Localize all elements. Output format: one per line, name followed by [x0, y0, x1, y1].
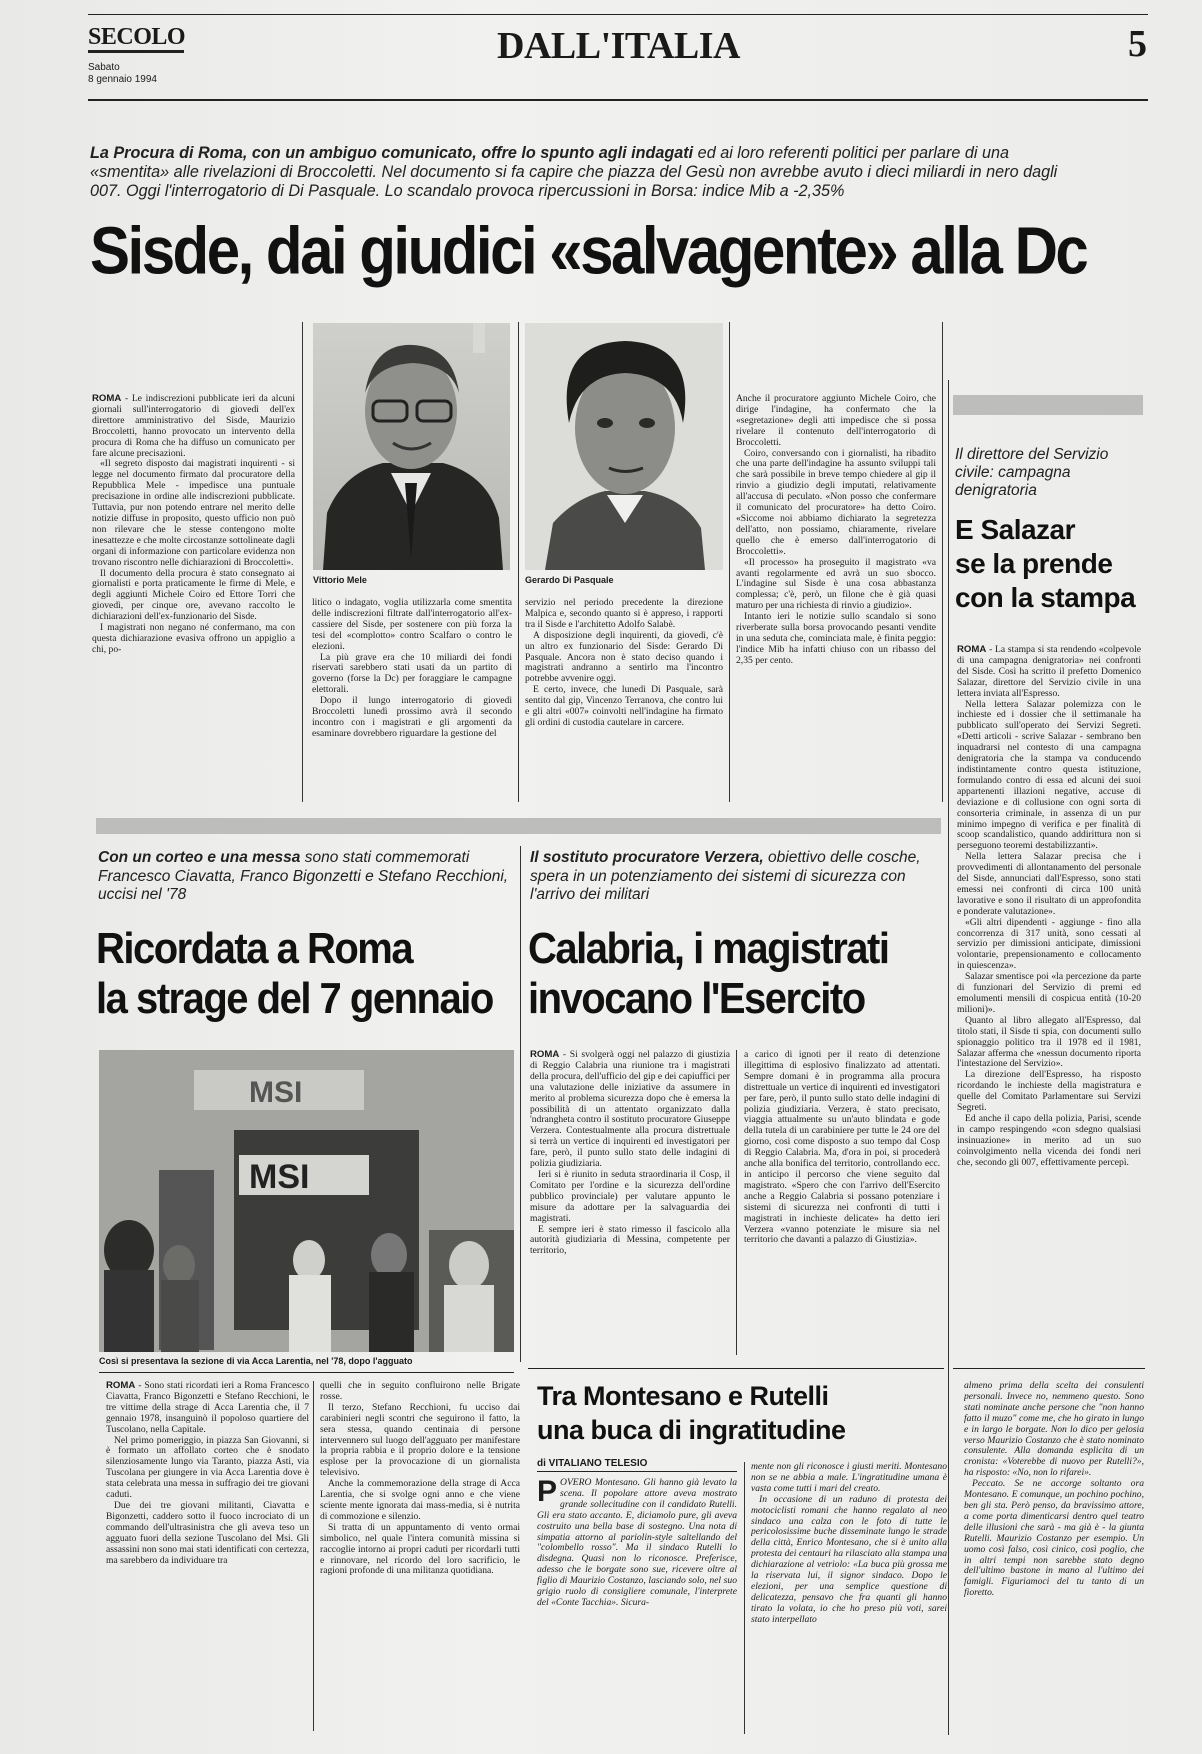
top-rule [88, 14, 1148, 15]
dateline: ROMA [957, 645, 987, 655]
column-rule [520, 846, 521, 1362]
paragraph: Anche la commemorazione della strage di Acca Larentia, che si svolge ogni anno e che viene sciente mente ignorata dai mass-media, si è nutrita di commozione e silenzio. [320, 1478, 520, 1522]
salazar-column [957, 645, 1141, 1350]
paragraph: litico o indagato, voglia utilizzarla come smentita delle indiscrezioni filtrate dall'interrogatorio all'ex-cassiere del Sisde, per sostenere con più forza la tesi del «complotto» contro Scalfaro o contro le elezioni. [312, 598, 512, 652]
section-gray-bar [96, 818, 941, 834]
photo-sign-upper: MSI [249, 1076, 303, 1109]
paragraph: Ed anche il capo della polizia, Parisi, scende in campo respingendo «con sdegno qualsiasi insinuazione» in merito ad un suo coinvolgimento nella vicenda dei fondi neri che, secondo gli 007, effettivamente percepì. [957, 1112, 1141, 1168]
paragraph: «Il processo» ha proseguito il magistrato «va avanti regolarmente ed avrà un suo sbocco. L'indagine sul Sisde è una cosa abbastanza complessa; c'è, però, un filone che è già quasi maturo per una richiesta di rinvio a giudizio». [736, 556, 936, 612]
column-rule [518, 322, 519, 802]
salazar-headline-2: se la prende [955, 548, 1113, 579]
paragraph: Coiro, conversando con i giornalisti, ha ribadito che una parte dell'indagine ha assunto sviluppi tali che sarà possibile in breve tempo chiedere al gip il rinvio a giudizio degli imputati, relativamente all'accusa di peculato. «Non posso che confermare il comunicato del procuratore» ha detto Coiro. «Siccome noi abbiamo dichiarato la segretezza dell'atto, non possiamo, chiaramente, rivelare quello che è emerso dall'interrogatorio di Broccoletti». [736, 447, 936, 557]
photo1-caption: Vittorio Mele [313, 575, 367, 585]
paragraph: Dopo il lungo interrogatorio di giovedì Broccoletti lunedì prossimo avrà il secondo incontro con i magistrati e gli argomenti da esaminare dovrebbero riguardare la gestione del [312, 695, 512, 739]
masthead-rule [88, 99, 1148, 101]
byline-rule [537, 1471, 737, 1472]
lead-summary-rest: ed ai loro referenti politici per parlare di una «smentita» alle rivelazioni di Broccoletti. Nel documento si fa capire che piazza del Gesù non avrebbe avuto i dieci miliardi in nero dagli 007. Oggi l'interrogatorio di Di Pasquale. Lo scandalo provoca ripercussioni in Borsa: indice Mib a -2,35% [90, 144, 1058, 200]
column-rule [302, 322, 303, 802]
salazar-headline-3: con la stampa [955, 582, 1136, 613]
lead-column-4 [736, 394, 936, 799]
paragraph: mente non gli riconosce i giusti meriti. Montesano non se ne abbia a male. L'ingratitudine umana è vasta come tutti i mari del creato. [751, 1462, 947, 1494]
paragraph: «Gli altri dipendenti - aggiunge - fino alla concorrenza di 317 unità, sono cessati al servizio per dimissioni anticipate, dimissioni volontarie, prepensionamento e collocamento in quiescenza». [957, 916, 1141, 972]
photo-sign-lower: MSI [249, 1158, 310, 1196]
paragraph: - Sono stati ricordati ieri a Roma Francesco Ciavatta, Franco Bigonzetti e Stefano Recchioni, le tre vittime della strage di Acca Larentia che, il 7 gennaio 1978, insanguinò il popoloso quartiere del Tuscolano, nella Capitale. [106, 1381, 309, 1435]
column-rule [313, 1381, 314, 1731]
calabria-column-1 [530, 1050, 730, 1355]
sidebar-gray-bar [953, 395, 1143, 415]
logo-underline [88, 50, 184, 53]
strage-column-2 [320, 1381, 520, 1731]
paragraph: Quanto al libro allegato all'Espresso, dal titolo stati, il Sisde ti spia, con documenti sullo spionaggio politico tra il 1978 ed il 1981, Salazar afferma che «nessun documento riporta l'intestazione del Servizio». [957, 1014, 1141, 1070]
caption-rule [99, 1372, 514, 1373]
paragraph: Intanto ieri le notizie sullo scandalo si sono riverberate sulla borsa provocando pesanti vendite in una seduta che, cominciata male, è finita peggio: l'indice Mib ha infatti chiuso con un ribasso del 2,35 per cento. [736, 611, 936, 666]
calabria-kicker-bold: Il sostituto procuratore Verzera, [530, 849, 764, 866]
street-scene-image [99, 1050, 514, 1352]
paragraph: Il terzo, Stefano Recchioni, fu ucciso dai carabinieri negli scontri che seguirono il fatto, la sera stessa, quando centinaia di persone intervennero sul luogo dell'agguato per manifestare la propria rabbia e il proprio dolore e la tensione esplose per la provocazione di un giornalista televisivo. [320, 1401, 520, 1479]
calabria-kicker-rest: obiettivo delle cosche, spera in un potenziamento dei sistemi di sicurezza con l'arrivo dei militari [530, 849, 921, 903]
montesano-headline-2: una buca di ingratitudine [537, 1415, 846, 1445]
calabria-headline-2: invocano l'Esercito [528, 975, 865, 1023]
byline: di VITALIANO TELESIO [537, 1458, 648, 1469]
strage-column-1 [106, 1381, 309, 1731]
paragraph: - La stampa si sta rendendo «colpevole di una campagna denigratoria» nei confronti del Sisde. Così ha scritto il prefetto Domenico Salazar, direttore del Servizio civile in una lettera inviata all'Espresso. [957, 645, 1141, 699]
paragraph: Si tratta di un appuntamento di vento ormai simbolico, nel quale l'intera comunità missina si raccoglie intorno ai propri caduti per ricordarli tutti e rinnovare, nel ricordo del loro sacrificio, le ragioni profonde di una militanza quotidiana. [320, 1521, 520, 1577]
dateline: ROMA [106, 1381, 136, 1391]
paragraph: La direzione dell'Espresso, ha risposto ricordando le inchieste della magistratura e quelle del Comitato Parlamentare sui Servizi Segreti. [957, 1069, 1141, 1114]
paragraph: servizio nel periodo precedente la direzione Malpica e, secondo quanto si è appreso, i rapporti tra il Sisde e l'architetto Adolfo Salabè. [525, 598, 723, 630]
newspaper-logo: SECOLO [88, 24, 186, 50]
strage-headline-1: Ricordata a Roma [96, 925, 413, 973]
paragraph: - Si svolgerà oggi nel palazzo di giustizia di Reggio Calabria una riunione tra i magistrati della procura, dell'ufficio del gip e dei capiuffici per una valutazione delle iniziative da assumere in merito al problema sicurezza dopo che è emersa la possibilità di un attentato organizzato dalla 'ndrangheta contro il sostituto procuratore Giuseppe Verzera. Contestualmente alla procura distrettuale si terrà un vertice di inquirenti ed investigatori per fare, però, il punto sullo stato delle indagini di polizia giudiziaria. [530, 1050, 730, 1170]
paragraph: La più grave era che 10 miliardi dei fondi riservati sarebbero stati usati da un partito di governo (forse la Dc) per foraggiare le campagne elettorali. [312, 651, 512, 696]
section-rule [953, 1368, 1145, 1369]
lead-column-2 [312, 598, 512, 800]
section-rule [528, 1368, 944, 1369]
column-rule [942, 322, 943, 802]
photo-gerardo-di-pasquale [525, 323, 723, 570]
strage-kicker-bold: Con un corteo e una messa [98, 849, 301, 866]
paragraph: «Il segreto disposto dai magistrati inquirenti - si legge nel documento firmato dal procuratore della Repubblica Mele - impedisce una puntuale precisazione in ordine alle indiscrezioni pubblicate. Tuttavia, pur non potendo entrare nel merito delle notizie diffuse in proposito, questo ufficio non può non rilevare che le stesse contengono molte inesattezze e che molte circostanze sottolineate dagli organi di informazione con particolare evidenza non trovano riscontro nelle dichiarazioni di Broccoletti». [92, 458, 295, 568]
portrait-image [313, 323, 510, 570]
column-rule [729, 322, 730, 802]
paragraph: Salazar smentisce poi «la percezione da parte di funzionari del Servizio di premi ed emolumenti mensili di cospicua entità (10-20 milioni)». [957, 971, 1141, 1015]
montesano-column-2 [751, 1462, 947, 1734]
strage-kicker [98, 849, 510, 905]
paragraph: Nella lettera Salazar precisa che i provvedimenti di allontanamento del personale del Sisde, annunciati dall'Espresso, sono stati emessi nei confronti di circa 100 unità lavorative e sono il risultato di un approfondita e ponderate valutazione». [957, 851, 1141, 917]
paragraph: almeno prima della scelta dei consulenti personali. Invece no, nemmeno questo. Sono stati nominate anche persone che "non hanno fatto il muzo" come me, che ho girato in lungo e in largo le borgate. Non lo dico per gelosia verso Maurizio Costanzo che è stato nominato consulente. Alla domanda esplicita di un cronista: «Voterebbe di nuovo per Rutelli?», ha risposto: «No, non lo rifarei». [964, 1381, 1144, 1479]
paragraph: - Le indiscrezioni pubblicate ieri da alcuni giornali sull'interrogatorio di giovedì dell'ex direttore amministrativo del Sisde, Maurizio Broccoletti, hanno provocato un intervento della procura di Roma che ha diffuso un comunicato per fare alcune precisazioni. [92, 394, 295, 459]
strage-photo-caption: Così si presentava la sezione di via Acca Larentia, nel '78, dopo l'agguato [99, 1356, 413, 1366]
photo2-caption: Gerardo Di Pasquale [525, 575, 614, 585]
montesano-column-3 [964, 1381, 1144, 1734]
portrait-image [525, 323, 723, 570]
paragraph: Anche il procuratore aggiunto Michele Coiro, che dirige l'indagine, ha confermato che la «segretazione» degli atti impedisce che si possa rivelare il contenuto dell'interrogatorio di Broccoletti. [736, 394, 936, 448]
lead-column-1 [92, 394, 295, 799]
paragraph: Due dei tre giovani militanti, Ciavatta e Bigonzetti, caddero sotto il fuoco incrociato di un commando dell'ultrasinistra che gli aveva teso un agguato fuori della sezione Tuscolano del Msi. Gli assassini non sono mai stati identificati con certezza, ma sarebbero da individuare tra [106, 1499, 309, 1566]
lead-column-3 [525, 598, 723, 800]
strage-kicker-rest: sono stati commemorati Francesco Ciavatta, Franco Bigonzetti e Stefano Recchioni, uccisi nel '78 [98, 849, 509, 903]
photo-acca-larentia [99, 1050, 514, 1352]
salazar-headline-1: E Salazar [955, 514, 1076, 545]
paragraph: Nel primo pomeriggio, in piazza San Giovanni, si è formato un affollato corteo che è snodato silenziosamente lungo via Taranto, piazza Asti, via Tuscolana per giungere in via Acca Larentia dove è stata celebrata una messa in suffragio dei tre giovani caduti. [106, 1434, 309, 1501]
section-title: DALL'ITALIA [497, 25, 740, 67]
dropcap: P [537, 1478, 558, 1508]
montesano-column-1 [537, 1478, 737, 1733]
paragraph: I magistrati non negano né confermano, ma con questa dichiarazione evasiva offrono un appiglio a chi, po- [92, 622, 295, 655]
paragraph: Peccato. Se ne accorge soltanto ora Montesano. E comunque, un pochino pochino, ben gli sta. Però penso, da bravissimo attore, a come porta dimenticarsi dentro quel teatro delle illusioni che sarà - ma già è - la giunta Rutelli. Maurizio Costanzo per esempio. Un uomo così falso, così cinico, così poglio, che in altri tempi non sarebbe stato degno dell'ultimo bastone in mano al l'ultimo dei famigli. Figuriamoci del tu tanto di un fioretto. [964, 1478, 1144, 1599]
paragraph: E sempre ieri è stato rimesso il fascicolo alla autorità giudiziaria di Messina, competente per territorio, [530, 1223, 730, 1257]
paragraph: Il documento della procura è stato consegnato ai giornalisti e porta praticamente le firme di Mele, e degli aggiunti Michele Coiro ed Ettore Torri che giovedì, per cinque ore, avevano raccolto le dichiarazioni dell'ex-funzionario del Sisde. [92, 567, 295, 623]
lead-headline: Sisde, dai giudici «salvagente» alla Dc [90, 213, 1087, 289]
dateline: ROMA [92, 394, 122, 404]
calabria-kicker [530, 849, 940, 905]
page-number: 5 [1128, 23, 1147, 65]
lead-summary [90, 144, 1075, 201]
lead-summary-bold: La Procura di Roma, con un ambiguo comunicato, offre lo spunto agli indagati [90, 144, 694, 162]
paragraph: quelli che in seguito confluirono nelle Brigate rosse. [320, 1381, 520, 1402]
calabria-headline-1: Calabria, i magistrati [528, 925, 889, 973]
column-rule [744, 1462, 745, 1734]
column-rule [736, 1050, 737, 1355]
issue-day: Sabato [88, 62, 120, 73]
photo-vittorio-mele [313, 323, 510, 570]
strage-headline-2: la strage del 7 gennaio [96, 975, 493, 1023]
paragraph: A disposizione degli inquirenti, da giovedì, c'è un altro ex funzionario del Sisde: Gerardo Di Pasquale. Ancora non è stato deciso quando i magistrati andranno a sentirlo ma l'incontro potrebbe avvenire oggi. [525, 629, 723, 685]
paragraph: In occasione di un raduno di protesta dei motociclisti romani che hanno regalato al neo sindaco una calza con le foto di tutte le pericolosissime buche disseminate lungo le strade della città, Enrico Montesano, che si è unito alla protesta dei centauri ha rilasciato alla stampa una dichiarazione al vetriolo: «La buca più grossa me la riservata lui, il signor sindaco. Dopo le elezioni, per una semplice questione di delicatezza, pensavo che fra quanti gli hanno tirato la volata, io che ho preso più voti, sarei stato interpellato [751, 1493, 947, 1625]
paragraph: E certo, invece, che lunedì Di Pasquale, sarà sentito dal gip, Vincenzo Terranova, che contro lui e gli altri «007» coinvolti nell'indagine ha firmato gli ordini di custodia cautelare in carcere. [525, 684, 723, 728]
paragraph: a carico di ignoti per il reato di detenzione illegittima di esplosivo finalizzato ad attentati. Sempre domani è in programma alla procura distrettuale un vertice di inquirenti ed investigatori per fare, però, il punto sullo stato delle indagini di polizia giudiziaria. Verzera, è stato precisato, viaggia attualmente su un'auto blindata e gode della tutela di un carabiniere per tutte le 24 ore del giorno, così come disposto a suo tempo dal Cosp di Reggio Calabria. Ma, d'ora in poi, si procederà anche alla bonifica del territorio, controllando ecc. in anticipo il percorso che viene seguito dal magistrato. «Spero che con l'arrivo dell'Esercito anche a Reggio Calabria si possano potenziare i sistemi di sicurezza nei confronti di tutti i magistrati in inchieste delicate» ha detto ieri Verzera «vanno potenziate le misure sia nel territorio che davanti a palazzo di Giustizia». [744, 1050, 940, 1246]
salazar-kicker: Il direttore del Servizio civile: campagna denigratoria [955, 446, 1109, 499]
paragraph: Nella lettera Salazar polemizza con le inchieste ed i dossier che il settimanale ha pubblicato sull'operato dei Servizi Segreti. «Detti articoli - scrive Salazar - sembrano ben inquadrarsi nel contesto di una campagna denigratoria che la stampa va conducendo indistintamente contro questa istituzione, formulando contro di essa ed alcuni dei suoi appartenenti illazioni negative, accuse di deviazione e di collusione con ogni sorta di consorteria criminale, in assenza di un pur minimo impegno di verifica e per finalità di scoop scandalistico, quando addirittura non si perseguono teoremi destabilizzanti». [957, 698, 1141, 852]
paragraph: OVERO Montesano. Gli hanno già levato la scena. Il popolare attore aveva mostrato grande sollecitudine con il candidato Rutelli. Gli era stato accanto. E, diciamolo pure, gli aveva costruito una bella base di sostegno. Una nota di simpatia attorno al pariolin-style saltellando del "colombello rosso". Ma il sindaco Rutelli lo disdegna. Quasi non lo riconosce. Preferisce, adesso che le borgate sono sue, ricevere oltre al figlio di Maurizio Costanzo, lasciando solo, nel suo grigio ruolo di consigliere comunale, l'interprete del «Conte Tacchia». Sicura- [537, 1478, 737, 1608]
dateline: ROMA [530, 1050, 560, 1060]
calabria-column-2 [744, 1050, 940, 1355]
issue-date: 8 gennaio 1994 [88, 74, 157, 85]
montesano-headline-1: Tra Montesano e Rutelli [537, 1381, 829, 1411]
paragraph: Ieri si è riunito in seduta straordinaria il Cosp, il Comitato per l'ordine e la sicurezza dell'ordine pubblico provinciale) per valutare appunto le misure da adottare per la salvaguardia dei magistrati. [530, 1168, 730, 1224]
column-rule [948, 380, 949, 1735]
